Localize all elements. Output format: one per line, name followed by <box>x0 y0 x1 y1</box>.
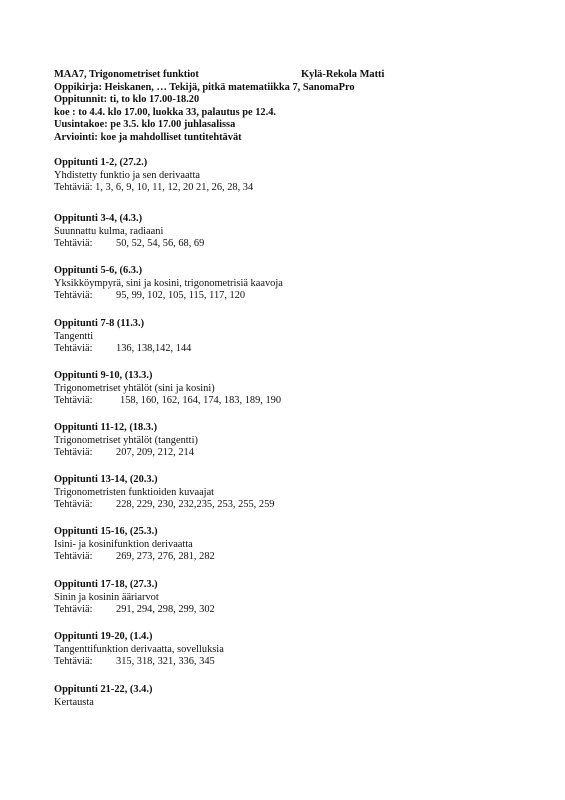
lesson-title: Oppitunti 11-12, (18.3.) <box>54 422 158 433</box>
course-header <box>54 69 514 145</box>
lesson-block <box>54 318 514 356</box>
tasks-label: Tehtäviä: <box>54 604 93 616</box>
retake-info: Uusintakoe: pe 3.5. klo 17.00 juhlasalissa <box>54 119 236 131</box>
textbook-info: Oppikirja: Heiskanen, … Tekijä, pitkä matematiikka 7, SanomaPro <box>54 81 355 93</box>
lesson-block <box>54 474 514 512</box>
lesson-title: Oppitunti 9-10, (13.3.) <box>54 370 153 381</box>
lesson-block <box>54 684 514 709</box>
lesson-block <box>54 579 514 617</box>
lesson-title: Oppitunti 19-20, (1.4.) <box>54 631 153 642</box>
tasks-label: Tehtäviä: <box>54 290 93 302</box>
exam-info: koe : to 4.4. klo 17.00, luokka 33, palautus pe 12.4. <box>54 106 276 118</box>
lesson-block <box>54 526 514 564</box>
lesson-title: Oppitunti 3-4, (4.3.) <box>54 213 143 224</box>
lesson-tasks <box>54 447 514 460</box>
tasks-list: 291, 294, 298, 299, 302 <box>116 604 215 616</box>
lesson-tasks <box>54 604 514 617</box>
lesson-title: Oppitunti 15-16, (25.3.) <box>54 526 158 537</box>
lesson-topic: Trigonometristen funktioiden kuvaajat <box>54 486 215 498</box>
tasks-label: Tehtäviä: <box>54 238 93 250</box>
lesson-topic: Tangentti <box>54 330 94 342</box>
tasks-list: 207, 209, 212, 214 <box>116 447 194 459</box>
tasks-label: Tehtäviä: <box>54 182 93 194</box>
lesson-block <box>54 265 514 303</box>
lesson-topic: Yhdistetty funktio ja sen derivaatta <box>54 169 201 181</box>
tasks-list: 95, 99, 102, 105, 115, 117, 120 <box>116 290 246 302</box>
lesson-topic: Yksikköympyrä, sini ja kosini, trigonometrisiä kaavoja <box>54 277 283 289</box>
lesson-topic: Trigonometriset yhtälöt (sini ja kosini) <box>54 382 215 394</box>
tasks-label: Tehtäviä: <box>54 551 93 563</box>
tasks-list: 158, 160, 162, 164, 174, 183, 189, 190 <box>120 395 282 407</box>
lesson-tasks <box>54 395 514 408</box>
tasks-list: 315, 318, 321, 336, 345 <box>116 656 215 668</box>
tasks-list: 50, 52, 54, 56, 68, 69 <box>116 238 205 250</box>
tasks-list: 1, 3, 6, 9, 10, 11, 12, 20 21, 26, 28, 34 <box>95 182 254 194</box>
lesson-tasks <box>54 551 514 564</box>
lesson-block <box>54 422 514 460</box>
lesson-title: Oppitunti 13-14, (20.3.) <box>54 474 158 485</box>
lesson-topic: Kertausta <box>54 696 94 708</box>
lesson-block <box>54 370 514 408</box>
lesson-title: Oppitunti 17-18, (27.3.) <box>54 579 158 590</box>
lesson-tasks <box>54 499 514 512</box>
lesson-title: Oppitunti 1-2, (27.2.) <box>54 157 148 168</box>
lesson-topic: Tangenttifunktion derivaatta, sovelluksia <box>54 643 224 655</box>
lesson-tasks <box>54 290 514 303</box>
lesson-topic: Suunnattu kulma, radiaani <box>54 225 164 237</box>
tasks-label: Tehtäviä: <box>54 447 93 459</box>
lesson-topic: Trigonometriset yhtälöt (tangentti) <box>54 434 198 446</box>
teacher-name: Kylä-Rekola Matti <box>301 69 385 80</box>
tasks-label: Tehtäviä: <box>54 499 93 511</box>
lesson-tasks <box>54 343 514 356</box>
lesson-block <box>54 157 514 195</box>
lesson-title: Oppitunti 7-8 (11.3.) <box>54 318 145 329</box>
tasks-list: 228, 229, 230, 232,235, 253, 255, 259 <box>116 499 275 511</box>
lesson-topic: Isini- ja kosinifunktion derivaatta <box>54 538 193 550</box>
course-title: MAA7, Trigonometriset funktiot <box>54 69 199 80</box>
lesson-title: Oppitunti 5-6, (6.3.) <box>54 265 143 276</box>
grading-info: Arviointi: koe ja mahdolliset tuntitehtävät <box>54 131 242 143</box>
lesson-tasks <box>54 656 514 669</box>
lesson-block <box>54 213 514 251</box>
lesson-times: Oppitunnit: ti, to klo 17.00-18.20 <box>54 94 200 106</box>
tasks-list: 269, 273, 276, 281, 282 <box>116 551 215 563</box>
lesson-title: Oppitunti 21-22, (3.4.) <box>54 684 153 695</box>
tasks-label: Tehtäviä: <box>54 395 93 407</box>
lesson-block <box>54 631 514 669</box>
tasks-label: Tehtäviä: <box>54 343 93 355</box>
lesson-topic: Sinin ja kosinin ääriarvot <box>54 591 159 603</box>
course-title-line <box>54 69 514 82</box>
tasks-label: Tehtäviä: <box>54 656 93 668</box>
lesson-tasks <box>54 238 514 251</box>
lesson-tasks <box>54 182 514 195</box>
tasks-list: 136, 138,142, 144 <box>116 343 192 355</box>
